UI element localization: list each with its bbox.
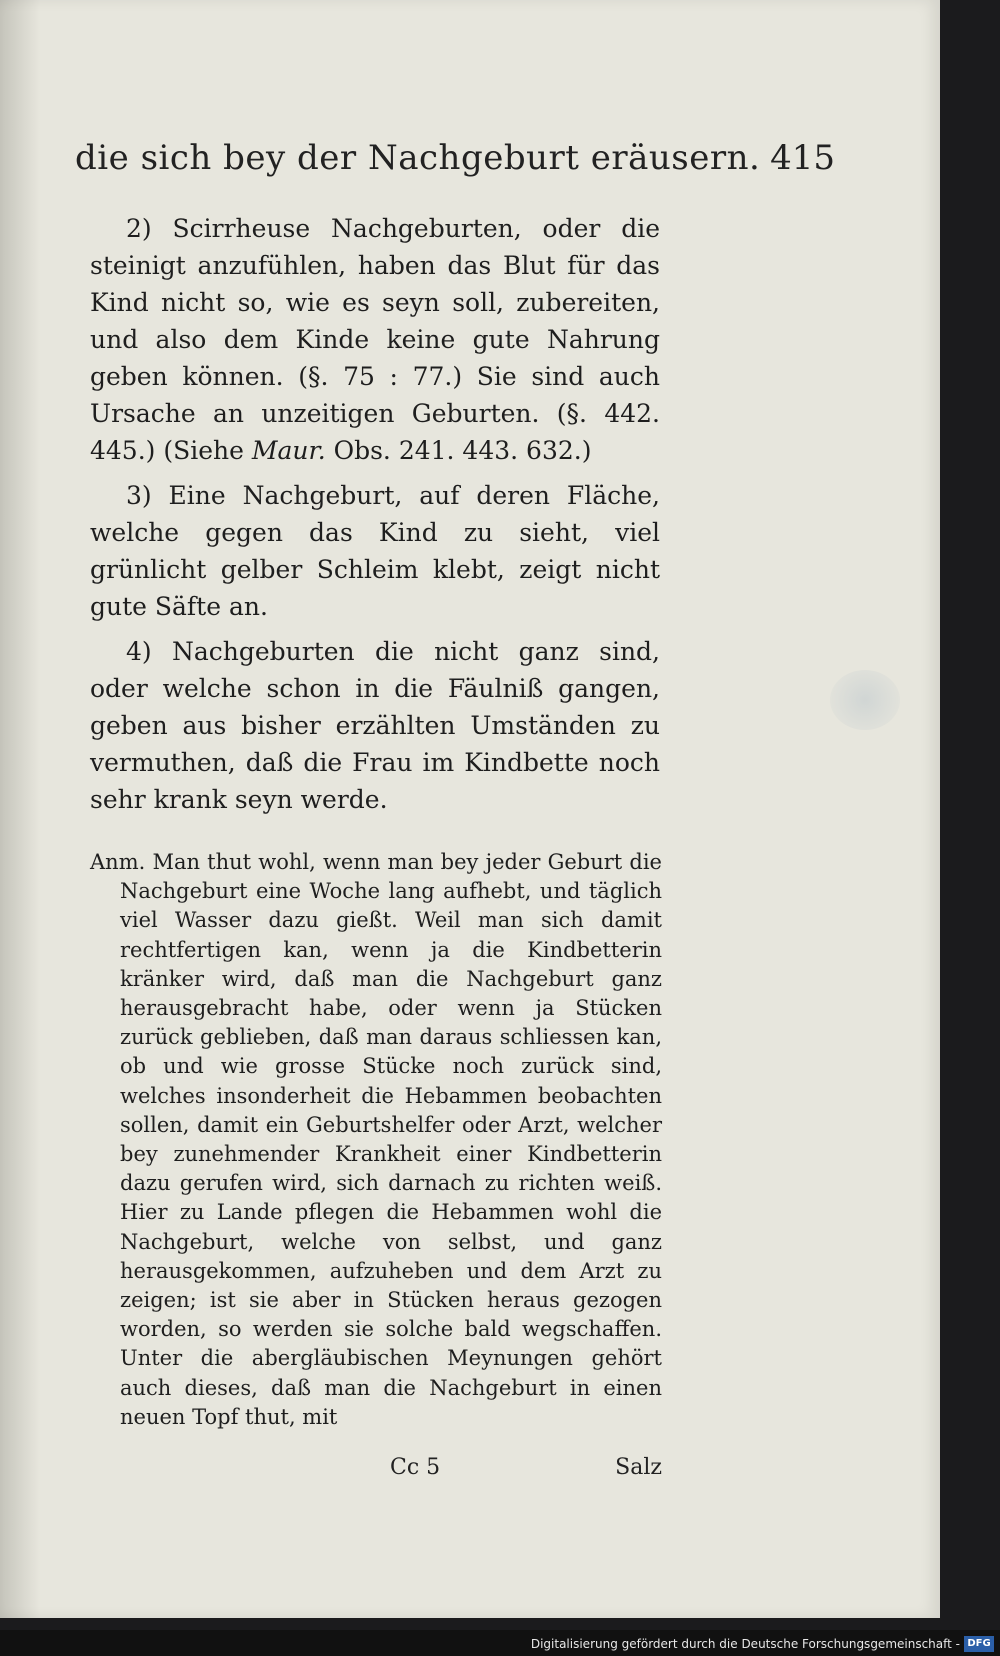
dfg-logo-icon: DFG: [964, 1636, 994, 1652]
spine-shadow: [0, 0, 40, 1618]
paragraph-2: [90, 210, 660, 469]
paragraph-2-italic: Maur.: [251, 436, 326, 465]
main-text: [90, 210, 660, 826]
annotation-block: [90, 848, 662, 1432]
signature-mark: Cc 5: [390, 1455, 441, 1480]
running-title: die sich bey der Nachgeburt eräusern.: [75, 138, 761, 178]
paragraph-3-text: 3) Eine Nachgeburt, auf deren Fläche, welche gegen das Kind zu sieht, viel grünlicht gelber Schleim klebt, zeigt nicht gute Säfte an.: [90, 481, 660, 621]
paragraph-2-tail: Obs. 241. 443. 632.): [325, 436, 592, 465]
page-footer: [90, 1455, 662, 1489]
paragraph-4-text: 4) Nachgeburten die nicht ganz sind, oder welche schon in die Fäulniß gangen, geben aus bisher erzählten Umständen zu vermuthen, daß die Frau im Kindbette noch sehr krank seyn werde.: [90, 637, 660, 814]
page-number: 415: [770, 138, 835, 178]
credit-bar: [0, 1630, 1000, 1656]
page-header: [75, 138, 835, 188]
paragraph-2-text: 2) Scirrheuse Nachgeburten, oder die steinigt anzufühlen, haben das Blut für das Kind nicht so, wie es seyn soll, zubereiten, und also dem Kinde keine gute Nahrung geben können. (§. 75 : 77.) Sie sind auch Ursache an unzeitigen Geburten. (§. 442. 445.) (Siehe: [90, 214, 660, 465]
annotation-text: Anm. Man thut wohl, wenn man bey jeder Geburt die Nachgeburt eine Woche lang aufhebt, und täglich viel Wasser dazu gießt. Weil man sich damit rechtfertigen kan, wenn ja die Kindbetterin kränker wird, daß man die Nachgeburt ganz herausgebracht habe, oder wenn ja Stücken zurück geblieben, daß man daraus schliessen kan, ob und wie grosse Stücke noch zurück sind, welches insonderheit die Hebammen beobachten sollen, damit ein Geburtshelfer oder Arzt, welcher bey zunehmender Krankheit einer Kindbetterin dazu gerufen wird, sich darnach zu richten weiß. Hier zu Lande pflegen die Hebammen wohl die Nachgeburt, welche von selbst, und ganz herausgekommen, aufzuheben und dem Arzt zu zeigen; ist sie aber in Stücken heraus gezogen worden, so werden sie solche bald wegschaffen. Unter die abergläubischen Meynungen gehört auch dieses, daß man die Nachgeburt in einen neuen Topf thut, mit: [90, 850, 662, 1429]
paragraph-4: [90, 633, 660, 818]
credit-text: Digitalisierung gefördert durch die Deutsche Forschungsgemeinschaft -: [530, 1637, 960, 1651]
paper-stain: [830, 670, 900, 730]
catchword: Salz: [615, 1455, 662, 1480]
paragraph-3: [90, 477, 660, 625]
